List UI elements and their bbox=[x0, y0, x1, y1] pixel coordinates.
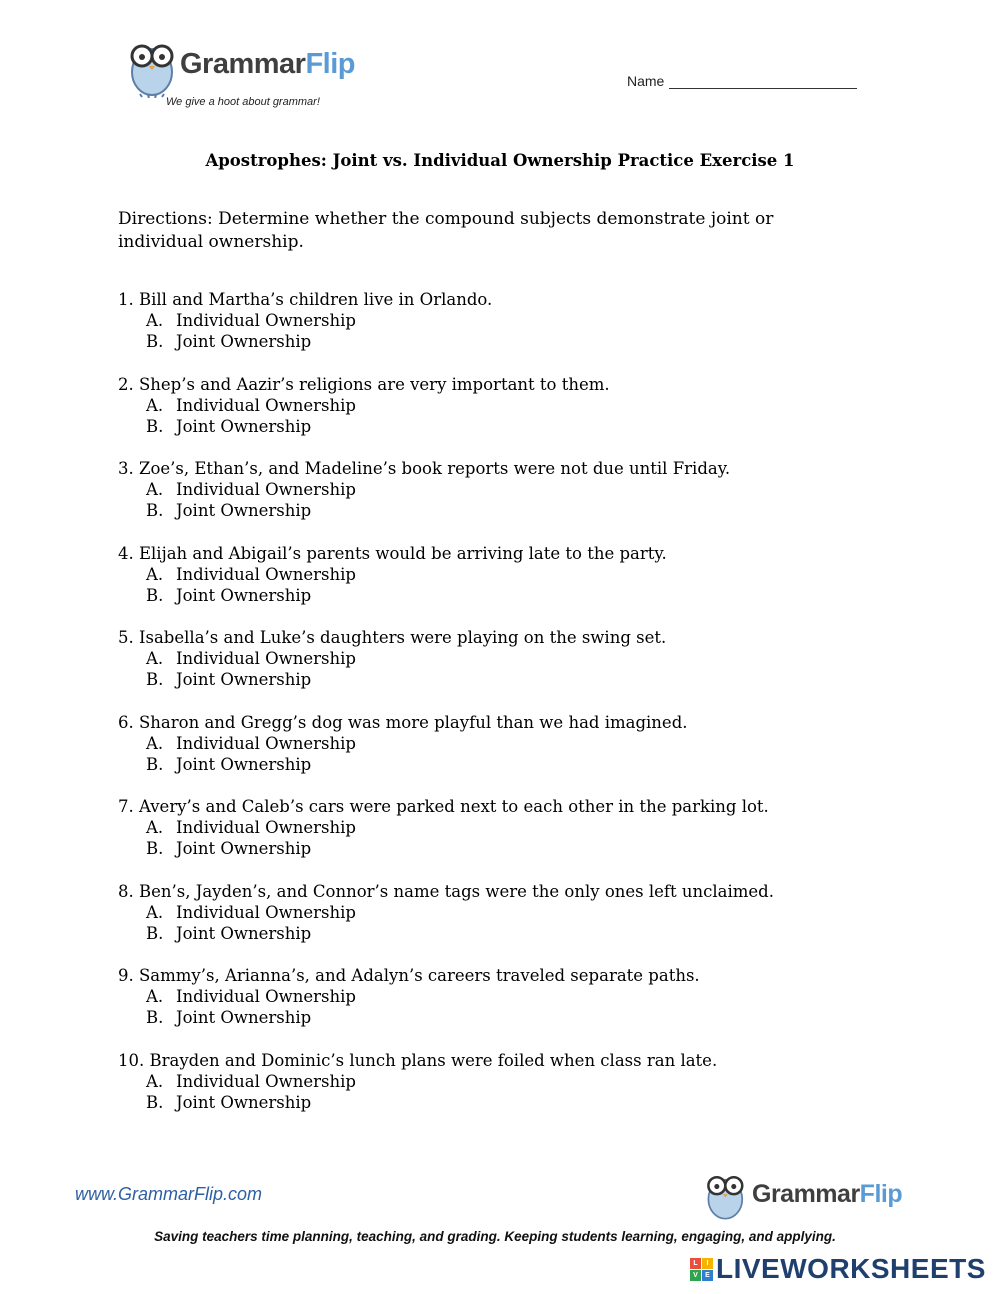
option-label: Joint Ownership bbox=[176, 416, 312, 436]
name-label: Name bbox=[627, 73, 665, 89]
brand-part-grammar: Grammar bbox=[752, 1180, 860, 1208]
option-a[interactable] bbox=[118, 564, 878, 585]
option-label: Joint Ownership bbox=[176, 754, 312, 774]
option-letter: B. bbox=[146, 923, 164, 943]
lw-block: L bbox=[690, 1258, 701, 1269]
option-letter: B. bbox=[146, 754, 164, 774]
owl-icon bbox=[705, 1168, 749, 1222]
lw-block: I bbox=[702, 1258, 713, 1269]
question-item bbox=[118, 796, 878, 881]
question-item bbox=[118, 881, 878, 966]
question-item bbox=[118, 458, 878, 543]
option-label: Joint Ownership bbox=[176, 501, 312, 520]
option-label: Individual Ownership bbox=[176, 733, 356, 753]
option-letter: A. bbox=[146, 987, 164, 1006]
option-label: Joint Ownership bbox=[176, 1092, 312, 1112]
option-a[interactable] bbox=[118, 648, 878, 669]
directions-text: Directions: Determine whether the compound subjects demonstrate joint or individual ownership. bbox=[118, 209, 774, 252]
tagline: We give a hoot about grammar! bbox=[166, 96, 320, 108]
option-b[interactable] bbox=[118, 331, 878, 352]
option-b[interactable] bbox=[118, 669, 878, 690]
option-a[interactable] bbox=[118, 395, 878, 416]
liveworksheets-logo bbox=[690, 1254, 986, 1284]
footer-slogan: Saving teachers time planning, teaching, and grading. Keeping students learning, engaging, and applying. bbox=[154, 1229, 836, 1244]
option-letter: A. bbox=[146, 649, 164, 668]
option-a[interactable] bbox=[118, 902, 878, 923]
option-b[interactable] bbox=[118, 838, 878, 859]
option-b[interactable] bbox=[118, 923, 878, 944]
option-a[interactable] bbox=[118, 1071, 878, 1092]
option-label: Joint Ownership bbox=[176, 670, 312, 689]
question-item bbox=[118, 712, 878, 797]
option-label: Individual Ownership bbox=[176, 395, 356, 415]
option-letter: A. bbox=[146, 1071, 164, 1091]
brand-part-flip: Flip bbox=[305, 48, 356, 80]
question-item bbox=[118, 374, 878, 459]
option-b[interactable] bbox=[118, 500, 878, 521]
option-label: Individual Ownership bbox=[176, 1071, 356, 1091]
option-b[interactable] bbox=[118, 1092, 878, 1113]
option-label: Joint Ownership bbox=[176, 585, 312, 605]
website-link[interactable]: www.GrammarFlip.com bbox=[75, 1184, 263, 1204]
option-letter: B. bbox=[146, 416, 164, 436]
option-a[interactable] bbox=[118, 733, 878, 754]
option-b[interactable] bbox=[118, 585, 878, 606]
option-letter: B. bbox=[146, 839, 164, 858]
page-title: Apostrophes: Joint vs. Individual Ownership Practice Exercise 1 bbox=[205, 151, 795, 170]
question-text: 3. Zoe’s, Ethan’s, and Madeline’s book reports were not due until Friday. bbox=[118, 459, 731, 478]
question-text: 9. Sammy’s, Arianna’s, and Adalyn’s careers traveled separate paths. bbox=[118, 966, 700, 985]
question-text: 4. Elijah and Abigail’s parents would be arriving late to the party. bbox=[118, 543, 667, 563]
option-letter: A. bbox=[146, 818, 164, 837]
brand-part-flip: Flip bbox=[859, 1180, 903, 1208]
question-item bbox=[118, 1050, 878, 1135]
option-b[interactable] bbox=[118, 1007, 878, 1028]
option-letter: A. bbox=[146, 395, 164, 415]
option-letter: A. bbox=[146, 733, 164, 753]
question-text: 1. Bill and Martha’s children live in Orlando. bbox=[118, 290, 493, 309]
option-label: Joint Ownership bbox=[176, 332, 312, 351]
option-label: Individual Ownership bbox=[176, 987, 356, 1006]
brand-name bbox=[180, 48, 355, 81]
option-letter: B. bbox=[146, 332, 164, 351]
option-label: Individual Ownership bbox=[176, 902, 356, 922]
question-item bbox=[118, 543, 878, 628]
name-blank-line[interactable] bbox=[669, 74, 857, 89]
option-label: Individual Ownership bbox=[176, 649, 356, 668]
option-label: Joint Ownership bbox=[176, 839, 312, 858]
brand-part-grammar: Grammar bbox=[180, 48, 306, 80]
option-a[interactable] bbox=[118, 817, 878, 838]
option-letter: B. bbox=[146, 1008, 164, 1027]
option-letter: A. bbox=[146, 480, 164, 499]
option-letter: A. bbox=[146, 564, 164, 584]
footer-brand-name bbox=[752, 1180, 902, 1209]
option-label: Individual Ownership bbox=[176, 480, 356, 499]
question-item bbox=[118, 627, 878, 712]
question-text: 7. Avery’s and Caleb’s cars were parked next to each other in the parking lot. bbox=[118, 797, 769, 816]
option-label: Joint Ownership bbox=[176, 1008, 312, 1027]
question-text: 10. Brayden and Dominic’s lunch plans were foiled when class ran late. bbox=[118, 1050, 718, 1070]
option-label: Individual Ownership bbox=[176, 818, 356, 837]
lw-block: E bbox=[702, 1270, 713, 1281]
option-letter: A. bbox=[146, 311, 164, 330]
grammarflip-logo bbox=[128, 36, 378, 116]
option-letter: B. bbox=[146, 1092, 164, 1112]
option-a[interactable] bbox=[118, 479, 878, 500]
question-text: 6. Sharon and Gregg’s dog was more playful than we had imagined. bbox=[118, 712, 688, 732]
option-letter: B. bbox=[146, 585, 164, 605]
name-field[interactable] bbox=[627, 73, 857, 89]
lw-block: V bbox=[690, 1270, 701, 1281]
liveworksheets-blocks-icon bbox=[690, 1258, 713, 1281]
option-label: Individual Ownership bbox=[176, 564, 356, 584]
question-item bbox=[118, 289, 878, 374]
question-list bbox=[118, 289, 878, 1134]
liveworksheets-wordmark: LIVEWORKSHEETS bbox=[716, 1253, 986, 1284]
option-b[interactable] bbox=[118, 754, 878, 775]
option-letter: A. bbox=[146, 902, 164, 922]
footer-grammarflip-logo bbox=[705, 1168, 915, 1224]
question-item bbox=[118, 965, 878, 1050]
option-a[interactable] bbox=[118, 310, 878, 331]
option-b[interactable] bbox=[118, 416, 878, 437]
option-label: Individual Ownership bbox=[176, 311, 356, 330]
question-text: 2. Shep’s and Aazir’s religions are very important to them. bbox=[118, 374, 610, 394]
option-a[interactable] bbox=[118, 986, 878, 1007]
question-text: 8. Ben’s, Jayden’s, and Connor’s name tags were the only ones left unclaimed. bbox=[118, 881, 774, 901]
question-text: 5. Isabella’s and Luke’s daughters were playing on the swing set. bbox=[118, 628, 667, 647]
owl-icon bbox=[128, 36, 180, 98]
option-label: Joint Ownership bbox=[176, 923, 312, 943]
option-letter: B. bbox=[146, 501, 164, 520]
option-letter: B. bbox=[146, 670, 164, 689]
